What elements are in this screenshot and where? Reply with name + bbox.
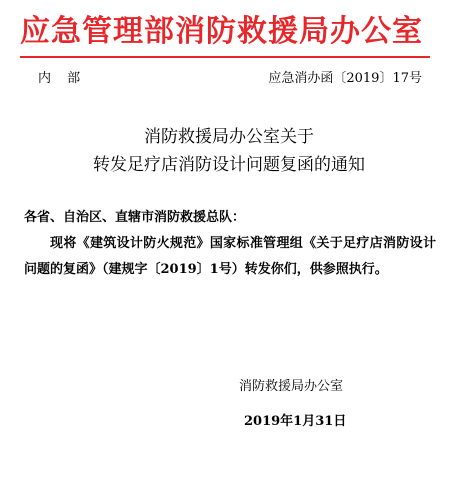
signer: 消防救援局办公室 xyxy=(239,379,344,394)
document-number: 应急消办函〔2019〕17号 xyxy=(268,71,422,86)
salutation: 各省、自治区、直辖市消防救援总队： xyxy=(24,210,246,225)
masthead-red-rule xyxy=(20,56,430,58)
masthead-title: 应急管理部消防救援局办公室 xyxy=(20,14,423,49)
document-title-line-1: 消防救援局办公室关于 xyxy=(144,127,314,147)
document-title-line-2: 转发足疗店消防设计问题复函的通知 xyxy=(93,155,365,175)
body-paragraph: 现将《建筑设计防火规范》国家标准管理组《关于足疗店消防设计问题的复函》（建规字〔2019〕1号）转发你们，供参照执行。 xyxy=(24,236,436,277)
distribution-label: 内 部 xyxy=(38,71,87,86)
issue-date: 2019年1月31日 xyxy=(244,414,347,429)
